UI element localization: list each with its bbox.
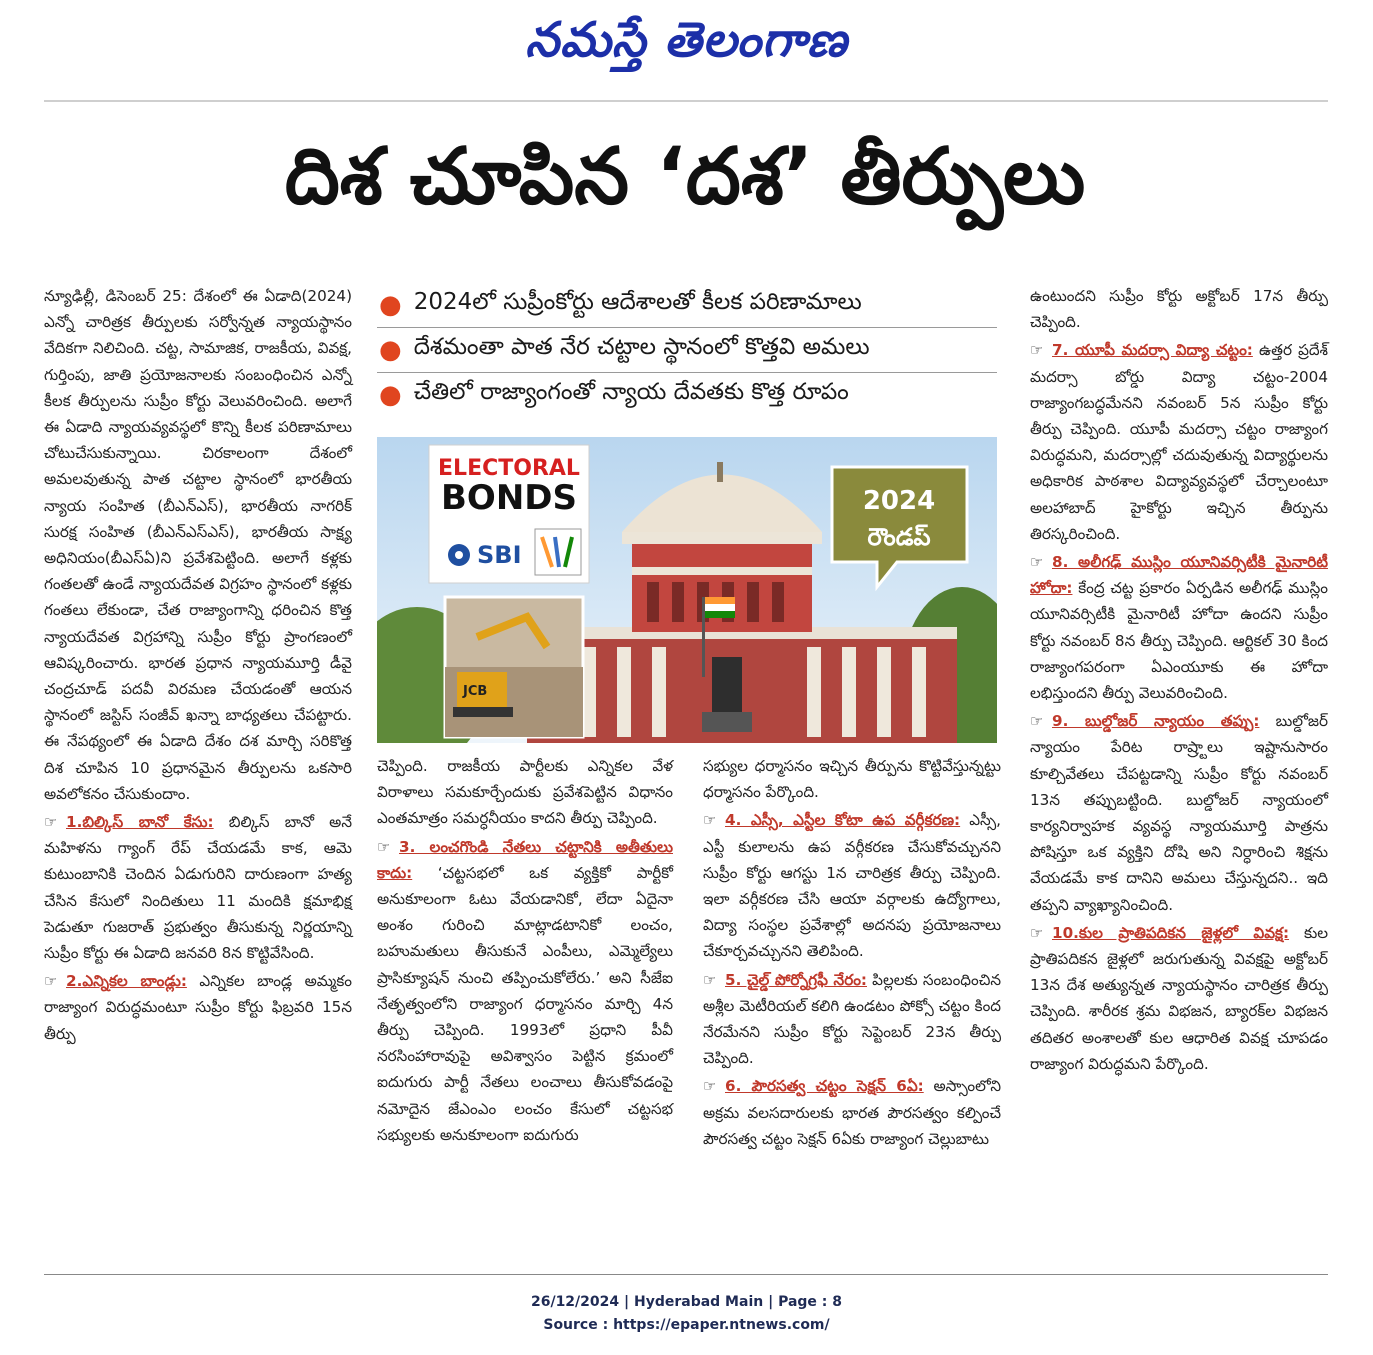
edition-info: 26/12/2024 | Hyderabad Main | Page : 8 <box>530 1294 843 1310</box>
highlight-item <box>377 373 997 417</box>
article-headline: దిశ చూపిన ‘దశ’ తీర్పులు <box>284 132 1086 222</box>
india-flag <box>705 597 735 604</box>
judgment-title-5: 5. చైల్డ్ పోర్నోగ్రఫీ నేరం: <box>725 970 867 989</box>
highlights-box <box>377 283 997 417</box>
badge-label: రౌండప్ <box>867 523 931 551</box>
bullet-icon: ● <box>379 290 402 320</box>
pointing-hand-icon: ☞ <box>44 972 58 991</box>
judgment-title-7: 7. యూపీ మదర్సా విద్యా చట్టం: <box>1052 341 1253 360</box>
judgment-title-1: 1.బిల్కిస్ బానో కేసు: <box>66 813 214 832</box>
judgment-title-3: 3. లంచగొండి నేతలు చట్టానికి అతీతులు కాదు: <box>377 837 673 882</box>
article-column-2 <box>377 753 673 1148</box>
judgment-item-2 <box>44 968 352 1047</box>
judgment-item-8 <box>1030 549 1328 706</box>
judgment-title-4: 4. ఎస్సీ, ఎస్టీల కోటా ఉప వర్గీకరణ: <box>725 811 961 830</box>
judgment-item-7 <box>1030 337 1328 547</box>
bullet-icon: ● <box>379 335 402 365</box>
judgment-item-10 <box>1030 920 1328 1077</box>
article-continuation: సభ్యుల ధర్మాసనం ఇచ్చిన తీర్పును కొట్టివేస్తున్నట్టు ధర్మాసనం పేర్కొంది. <box>703 757 1001 802</box>
pointing-hand-icon: ☞ <box>703 970 717 989</box>
bonds-label: BONDS <box>441 478 577 518</box>
article-continuation: చెప్పింది. రాజకీయ పార్టీలకు ఎన్నికల వేళ విరాళాలు సమకూర్చేందుకు ప్రవేశపెట్టిన విధానం ఎంతమాత్రం సమర్ధనీయం కాదని తీర్పు చెప్పింది. <box>377 757 673 828</box>
sbi-label: SBI <box>477 541 522 569</box>
article-column-1 <box>44 283 352 1047</box>
electoral-label: ELECTORAL <box>438 456 580 481</box>
pointing-hand-icon: ☞ <box>1030 923 1044 942</box>
article-column-3 <box>703 753 1001 1152</box>
source-link[interactable]: Source : https://epaper.ntnews.com/ <box>543 1317 830 1333</box>
judgment-item-3 <box>377 834 673 1148</box>
photo-collage-svg <box>377 437 997 743</box>
jcb-label: JCB <box>463 684 488 699</box>
eci-logo-icon <box>535 529 581 575</box>
bullet-icon: ● <box>379 380 402 410</box>
article-column-4 <box>1030 283 1328 1077</box>
supreme-court-photo <box>377 437 997 743</box>
highlight-item <box>377 328 997 373</box>
judgment-item-6 <box>703 1073 1001 1152</box>
pointing-hand-icon: ☞ <box>703 1077 717 1096</box>
pointing-hand-icon: ☞ <box>1030 341 1044 360</box>
judgment-item-1 <box>44 809 352 966</box>
footer-divider <box>44 1274 1328 1275</box>
judgment-title-10: 10.కుల ప్రాతిపదికన జైళ్లలో వివక్ష: <box>1052 923 1290 942</box>
judgment-text-8: కేంద్ర చట్ట ప్రకారం ఏర్పడిన అలీగఢ్ ముస్లిం యూనివర్సిటీకి మైనారిటీ హోదా ఉందని సుప్రీం కోర్టు నవంబర్ 8న తీర్పు చెప్పింది. ఆర్టికల్ 30 కింద రాజ్యాంగపరంగా ఏఎంయూకు ఈ హోదా లభిస్తుందని తీర్పు వెలువరించింది. <box>1030 579 1328 703</box>
article-intro: న్యూఢిల్లీ, డిసెంబర్ 25: దేశంలో ఈ ఏడాది(2024) ఎన్నో చారిత్రక తీర్పులకు సర్వోన్నత న్యాయస్థానం వేదికగా నిలిచింది. చట్ట, సామాజిక, రాజకీయ, వివక్ష, గుర్తింపు, జాతి ప్రయోజనాలకు సంబంధించిన ఎన్నో కీలక తీర్పులను సుప్రీం కోర్టు వెలువరించింది. అలాగే ఈ ఏడాది న్యాయవ్యవస్థలో కొన్ని కీలక పరిణామాలు చోటుచేసుకున్నాయి. చిరకాలంగా దేశంలో అమలవుతున్న పాత చట్టాల స్థానంలో భారతీయ న్యాయ సంహిత (బీఎన్ఎస్), భారతీయ నాగరిక్ సురక్ష సంహిత (బీఎన్ఎస్ఎస్), భారతీయ సాక్ష్య అధినియం(బీఎస్ఏ)ని ప్రవేశపెట్టింది. అలాగే కళ్లకు గంతలతో ఉండే న్యాయదేవత విగ్రహం స్థానంలో కళ్లకు గంతలు లేకుండా, చేత రాజ్యాంగాన్ని ధరించిన కొత్త న్యాయదేవత విగ్రహాన్ని సుప్రీం కోర్టు ప్రాంగణంలో ఆవిష్కరించారు. భారత ప్రధాన న్యాయమూర్తి డీవై చంద్రచూడ్ పదవీ విరమణ చేయడంతో ఆయన స్థానంలో జస్టిస్ సంజీవ్ ఖన్నా బాధ్యతలు చేపట్టారు. ఈ నేపథ్యంలో ఈ ఏడాది దేశం దశ మార్చి సరికొత్త దిశ చూపిన 10 ప్రధానమైన తీర్పులను ఒకసారి అవలోకనం చేసుకుందాం. <box>44 287 352 803</box>
judgment-item-9 <box>1030 708 1328 918</box>
pointing-hand-icon: ☞ <box>377 837 391 856</box>
judgment-text-5: పిల్లలకు సంబంధించిన అశ్లీల మెటీరియల్ కలిగి ఉండటం పోక్సో చట్టం కింద నేరమేనని సుప్రీం కోర్టు సెప్టెంబర్ 23న తీర్పు చెప్పింది. <box>703 970 1001 1068</box>
newspaper-masthead: నమస్తే తెలంగాణ <box>525 12 848 68</box>
judgment-text-7: ఉత్తర ప్రదేశ్ మదర్సా బోర్డు విద్యా చట్టం-2004 రాజ్యాంగబద్ధమేనని నవంబర్ 5న సుప్రీం కోర్టు తీర్పు చెప్పింది. యూపీ మదర్సా చట్టం రాజ్యాంగ విరుద్ధమని, మదర్సాల్లో చదువుతున్న విద్యార్థులను అధికారిక పాఠశాల విద్యావ్యవస్థలో చేర్చాలంటూ అలహాబాద్ హైకోర్టు ఇచ్చిన తీర్పును తిరస్కరించింది. <box>1030 341 1328 543</box>
judgment-text-6: అస్సాంలోని అక్రమ వలసదారులకు భారత పౌరసత్వం కల్పించే పౌరసత్వ చట్టం సెక్షన్ 6ఏకు రాజ్యాంగ చెల్లుబాటు <box>703 1077 1001 1148</box>
judgment-title-6: 6. పౌరసత్వ చట్టం సెక్షన్ 6ఏ: <box>725 1077 924 1096</box>
pointing-hand-icon: ☞ <box>1030 553 1044 572</box>
statue <box>712 657 742 717</box>
judgment-text-9: బుల్డోజర్ న్యాయం పేరిట రాష్ర్టాలు ఇష్టానుసారం కూల్చివేతలు చేపట్టడాన్ని సుప్రీం కోర్టు నవంబర్ 13న తప్పుబట్టింది. బుల్డోజర్ న్యాయంలో కార్యనిర్వాహక వ్యవస్థ న్యాయమూర్తి పాత్రను పోషిస్తూ ఒక వ్యక్తిని దోషి అని నిర్ధారించి శిక్షను వేయడమే కాక దానిని అమలు చేస్తున్నదని.. ఇది తప్పని వ్యాఖ్యానించింది. <box>1030 712 1328 914</box>
judgment-title-8: 8. అలీగఢ్ ముస్లిం యూనివర్సిటీకి మైనారిటీ హోదా: <box>1030 553 1328 598</box>
pointing-hand-icon: ☞ <box>703 811 717 830</box>
judgment-title-2: 2.ఎన్నికల బాండ్లు: <box>66 972 187 991</box>
badge-year: 2024 <box>862 486 936 516</box>
masthead-divider <box>44 100 1328 102</box>
judgment-text-10: కుల ప్రాతిపదికన జైళ్లలో జరుగుతున్న వివక్షపై అక్టోబర్ 13న దేశ అత్యున్నత న్యాయస్థానం చారిత్రక తీర్పు చెప్పింది. శారీరక శ్రమ విభజన, బ్యారక్‌ల విభజన తదితర అంశాలతో కుల ఆధారిత వివక్ష చూపడం రాజ్యాంగ విరుద్ధమని పేర్కొంది. <box>1030 923 1328 1073</box>
highlight-text: చేతిలో రాజ్యాంగంతో న్యాయ దేవతకు కొత్త రూపం <box>413 379 849 405</box>
judgment-item-4 <box>703 807 1001 964</box>
judgment-text-1: బిల్కిస్ బానో అనే మహిళను గ్యాంగ్ రేప్ చేయడమే కాక, ఆమె కుటుంబానికి చెందిన ఏడుగురిని దారుణంగా హత్య చేసిన కేసులో నిందితులు 11 మందికి క్షమాభిక్ష పెడుతూ గుజరాత్ ప్రభుత్వం తీసుకున్న నిర్ణయాన్ని సుప్రీం కోర్టు ఈ ఏడాది జనవరి 8న కొట్టివేసింది. <box>44 813 352 963</box>
highlight-item <box>377 283 997 328</box>
highlight-text: 2024లో సుప్రీంకోర్టు ఆదేశాలతో కీలక పరిణామాలు <box>413 289 862 315</box>
judgment-text-3: ‘చట్టసభలో ఒక వ్యక్తికో పార్టీకో అనుకూలంగా ఓటు వేయడానికో, లేదా ఏదైనా అంశం గురించి మాట్లాడటానికో లంచం, బహుమతులు తీసుకునే ఎంపీలు, ఎమ్మెల్యేలు ప్రాసిక్యూషన్ నుంచి తప్పించుకోలేరు.’ అని సీజేఐ నేతృత్వంలోని రాజ్యాంగ ధర్మాసనం మార్చి 4న తీర్పు చెప్పింది. 1993లో ప్రధాని పీవీ నరసింహారావుపై అవిశ్వాసం పెట్టిన క్రమంలో ఐదుగురు పార్టీ నేతలు లంచాలు తీసుకోవడంపై నమోదైన జేఎంఎం లంచం కేసులో చట్టసభ సభ్యులకు అనుకూలంగా ఐదుగురు <box>377 863 673 1144</box>
judgment-text-2: ఎన్నికల బాండ్ల అమ్మకం రాజ్యాంగ విరుద్ధమంటూ సుప్రీం కోర్టు ఫిబ్రవరి 15న తీర్పు <box>44 972 352 1043</box>
article-continuation: ఉంటుందని సుప్రీం కోర్టు అక్టోబర్ 17న తీర్పు చెప్పింది. <box>1030 287 1328 332</box>
pointing-hand-icon: ☞ <box>44 813 58 832</box>
highlight-text: దేశమంతా పాత నేర చట్టాల స్థానంలో కొత్తవి అమలు <box>413 334 870 360</box>
pointing-hand-icon: ☞ <box>1030 712 1044 731</box>
judgment-title-9: 9. బుల్డోజర్ న్యాయం తప్పు: <box>1052 712 1260 731</box>
judgment-text-4: ఎస్సీ, ఎస్టీ కులాలను ఉప వర్గీకరణ చేసుకోవచ్చునని సుప్రీం కోర్టు ఆగస్టు 1న చారిత్రక తీర్పు చెప్పింది. ఇలా వర్గీకరణ చేసి ఆయా వర్గాలకు ఉద్యోగాలు, విద్యా సంస్థల ప్రవేశాల్లో అదనపు ప్రయోజనాలు చేకూర్చవచ్చునని తెలిపింది. <box>703 811 1001 961</box>
judgment-item-5 <box>703 967 1001 1072</box>
